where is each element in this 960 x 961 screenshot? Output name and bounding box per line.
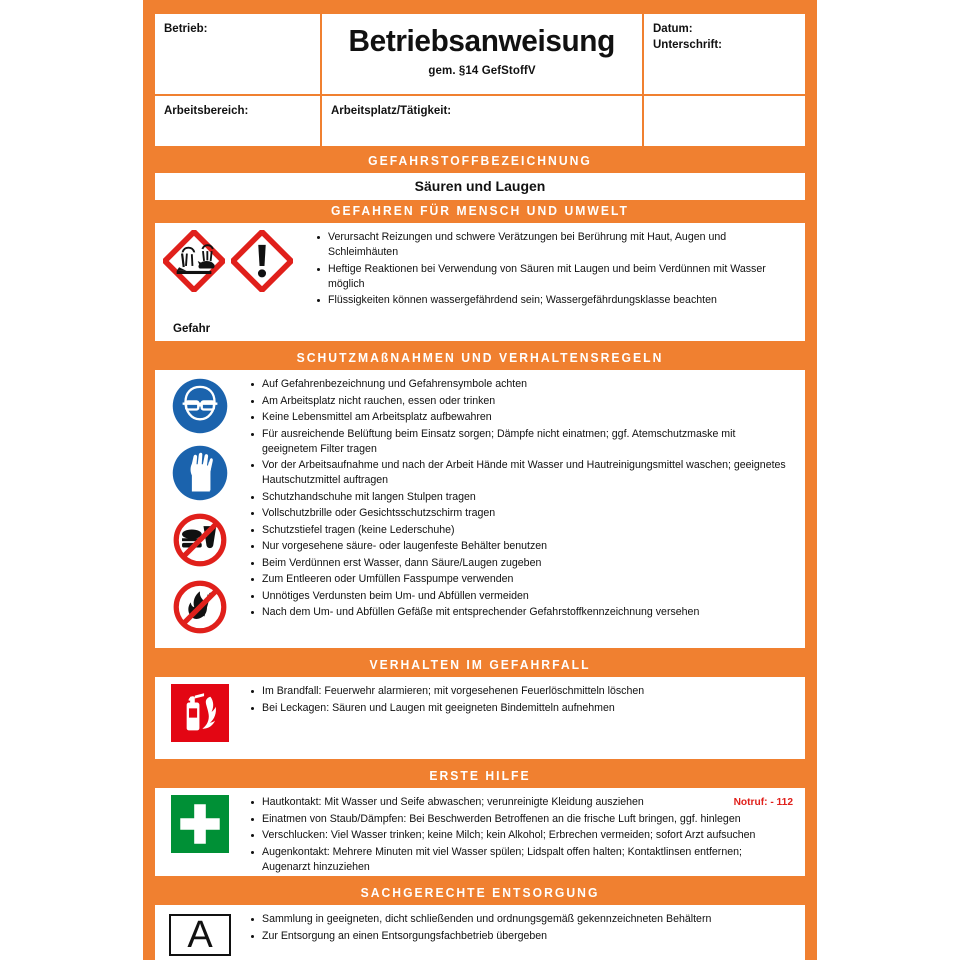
firstaid-panel: [155, 788, 805, 876]
legal-basis-subtitle: gem. §14 GefStoffV: [428, 64, 536, 77]
unterschrift-label: Unterschrift:: [653, 38, 723, 51]
protection-bullet-list: [237, 377, 797, 641]
firstaid-bullet-list: [237, 795, 797, 873]
ghs07-exclamation-pictogram: [231, 230, 293, 297]
arbeitsbereich-label: Arbeitsbereich:: [164, 105, 249, 117]
section-bar-disposal: SACHGERECHTE ENTSORGUNG: [165, 882, 796, 905]
list-item: Vollschutzbrille oder Gesichtsschutzschirm tragen: [251, 506, 791, 521]
betrieb-field[interactable]: [155, 14, 320, 94]
list-item: Heftige Reaktionen bei Verwendung von Säuren mit Laugen und beim Verdünnen mit Wasser möglich: [317, 262, 791, 292]
ghs05-corrosion-pictogram: [163, 230, 225, 297]
list-item: Zum Entleeren oder Umfüllen Fasspumpe verwenden: [251, 572, 791, 587]
header-grid: [155, 14, 805, 146]
hazard-pictogram-group: [163, 230, 303, 334]
arbeitsplatz-label: Arbeitsplatz/Tätigkeit:: [331, 105, 452, 117]
list-item: Am Arbeitsplatz nicht rauchen, essen oder trinken: [251, 394, 791, 409]
no-open-flame-icon: [171, 578, 229, 641]
section-bar-protection: SCHUTZMAßNAHMEN UND VERHALTENSREGELN: [165, 347, 796, 370]
page-title: Betriebsanweisung: [348, 22, 616, 58]
signal-word: Gefahr: [173, 323, 211, 335]
list-item: Nur vorgesehene säure- oder laugenfeste Behälter benutzen: [251, 539, 791, 554]
section-bar-hazards: GEFAHREN FÜR MENSCH UND UMWELT: [165, 200, 796, 223]
list-item: Verschlucken: Viel Wasser trinken; keine Milch; kein Alkohol; Erbrechen vermeiden; sofort Arzt aufsuchen: [251, 828, 791, 843]
section-bar-substance: GEFAHRSTOFFBEZEICHNUNG: [165, 150, 796, 173]
disposal-pictogram-group: [163, 912, 237, 954]
firstaid-pictogram-group: [163, 795, 237, 869]
emergency-panel: [155, 677, 805, 759]
header-empty-cell[interactable]: [644, 96, 805, 146]
fire-extinguisher-icon: [171, 684, 229, 747]
list-item: Im Brandfall: Feuerwehr alarmieren; mit vorgesehenen Feuerlöschmitteln löschen: [251, 684, 791, 699]
list-item: Schutzstiefel tragen (keine Lederschuhe): [251, 523, 791, 538]
list-item: Nach dem Um- und Abfüllen Gefäße mit entsprechender Gefahrstoffkennzeichnung versehen: [251, 605, 791, 620]
waste-code-box: A: [169, 914, 231, 956]
section-bar-emergency: VERHALTEN IM GEFAHRFALL: [165, 654, 796, 677]
list-item: Verursacht Reizungen und schwere Verätzungen bei Berührung mit Haut, Augen und Schleimhäuten: [317, 230, 791, 260]
list-item: Flüssigkeiten können wassergefährdend sein; Wassergefährdungsklasse beachten: [317, 293, 791, 308]
list-item: Bei Leckagen: Säuren und Laugen mit geeigneten Bindemitteln aufnehmen: [251, 701, 791, 716]
protection-pictogram-group: [163, 377, 237, 641]
datum-unterschrift-field[interactable]: [644, 14, 805, 94]
list-item: Einatmen von Staub/Dämpfen: Bei Beschwerden Betroffenen an die frische Luft bringen, ggf. hinlegen: [251, 812, 791, 827]
first-aid-cross-icon: [171, 795, 229, 858]
substance-name: Säuren und Laugen: [155, 173, 805, 200]
list-item: Auf Gefahrenbezeichnung und Gefahrensymbole achten: [251, 377, 791, 392]
emergency-pictogram-group: [163, 684, 237, 752]
protection-panel: [155, 370, 805, 648]
betrieb-label: Betrieb:: [164, 23, 208, 35]
hazards-panel: [155, 223, 805, 341]
arbeitsbereich-field[interactable]: [155, 96, 320, 146]
list-item: Zur Entsorgung an einen Entsorgungsfachbetrieb übergeben: [251, 929, 791, 944]
disposal-bullet-list: [237, 912, 797, 954]
wear-eye-protection-icon: [171, 377, 229, 440]
emergency-bullet-list: [237, 684, 797, 752]
hazards-bullet-list: [303, 230, 797, 334]
no-eating-drinking-icon: [171, 511, 229, 574]
betriebsanweisung-poster: [143, 0, 817, 960]
document-title-cell: [322, 14, 642, 94]
list-item: Sammlung in geeigneten, dicht schließenden und ordnungsgemäß gekennzeichneten Behältern: [251, 912, 791, 927]
list-item: Keine Lebensmittel am Arbeitsplatz aufbewahren: [251, 410, 791, 425]
section-bar-firstaid: ERSTE HILFE: [165, 765, 796, 788]
arbeitsplatz-field[interactable]: [322, 96, 642, 146]
list-item: Augenkontakt: Mehrere Minuten mit viel Wasser spülen; Lidspalt offen halten; Kontaktlinsen entfernen; Augenarzt hinzuziehen: [251, 845, 791, 875]
disposal-panel: [155, 905, 805, 961]
list-item: Schutzhandschuhe mit langen Stulpen tragen: [251, 490, 791, 505]
list-item: Hautkontakt: Mit Wasser und Seife abwaschen; verunreinigte Kleidung ausziehen: [251, 795, 791, 810]
list-item: Beim Verdünnen erst Wasser, dann Säure/Laugen zugeben: [251, 556, 791, 571]
list-item: Vor der Arbeitsaufnahme und nach der Arbeit Hände mit Wasser und Hautreinigungsmittel waschen; geeignetes Hautschutzmittel auftragen: [251, 458, 791, 488]
list-item: Für ausreichende Belüftung beim Einsatz sorgen; Dämpfe nicht einatmen; ggf. Atemschutzmaske mit geeignetem Filter tragen: [251, 427, 791, 457]
datum-label: Datum:: [653, 23, 693, 35]
wear-protective-gloves-icon: [171, 444, 229, 507]
emergency-number: Notruf: - 112: [733, 797, 793, 808]
list-item: Unnötiges Verdunsten beim Um- und Abfüllen vermeiden: [251, 589, 791, 604]
